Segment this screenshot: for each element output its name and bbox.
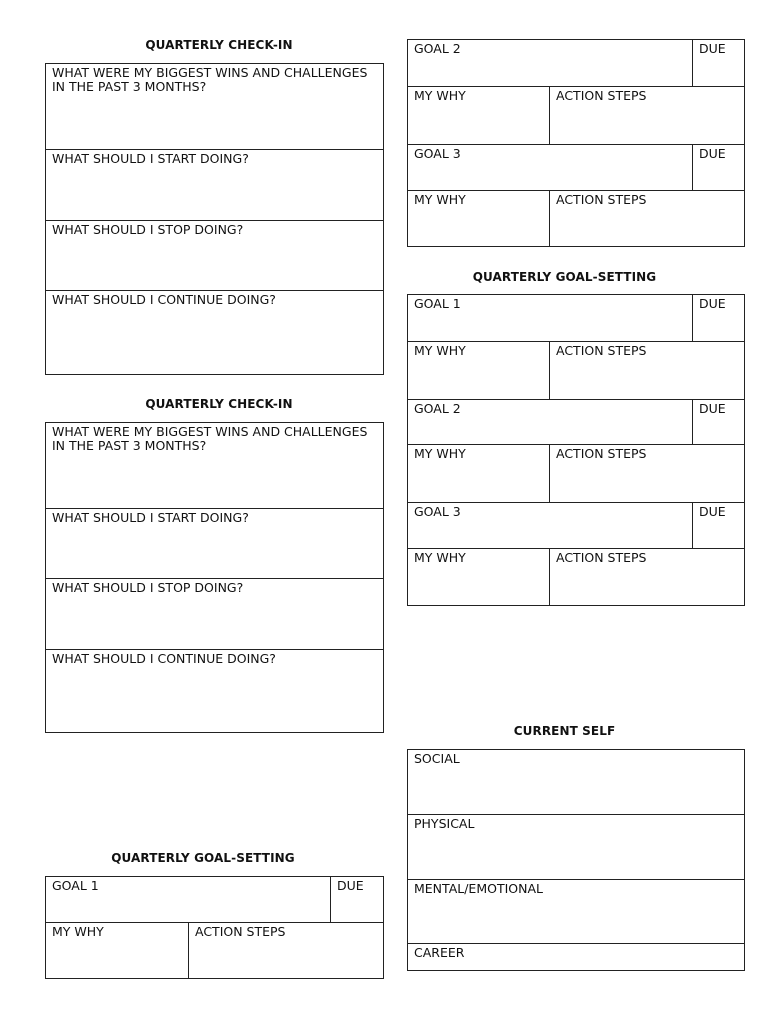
due-field[interactable]	[692, 144, 744, 190]
mental-emotional-field[interactable]	[408, 879, 744, 943]
stop-doing-label: WHAT SHOULD I STOP DOING?	[52, 580, 244, 595]
my-why-label: MY WHY	[414, 550, 466, 565]
checkin-title-2: QUARTERLY CHECK-IN	[145, 397, 293, 411]
due-label: DUE	[699, 504, 726, 519]
action-steps-label: ACTION STEPS	[556, 343, 647, 358]
due-field[interactable]	[692, 40, 744, 86]
action-steps-field[interactable]	[549, 341, 744, 399]
social-label: SOCIAL	[414, 751, 460, 766]
goal-form-left	[45, 876, 384, 979]
my-why-field[interactable]	[408, 190, 549, 246]
physical-label: PHYSICAL	[414, 816, 475, 831]
goal-2-field[interactable]	[408, 40, 692, 86]
due-label: DUE	[699, 296, 726, 311]
goal-3-field[interactable]	[408, 144, 692, 190]
due-field[interactable]	[692, 295, 744, 341]
start-doing-label: WHAT SHOULD I START DOING?	[52, 510, 249, 525]
checkin-form-1	[45, 63, 384, 375]
checkin-form-2	[45, 422, 384, 733]
wins-challenges-label: WHAT WERE MY BIGGEST WINS AND CHALLENGES IN THE PAST 3 MONTHS?	[52, 424, 368, 453]
start-doing-label: WHAT SHOULD I START DOING?	[52, 151, 249, 166]
physical-field[interactable]	[408, 814, 744, 879]
stop-doing-field[interactable]	[46, 220, 383, 290]
due-field[interactable]	[692, 399, 744, 444]
goal-setting-title-left: QUARTERLY GOAL-SETTING	[111, 851, 295, 865]
due-label: DUE	[699, 41, 726, 56]
goal-1-label: GOAL 1	[414, 296, 461, 311]
action-steps-field[interactable]	[188, 922, 383, 978]
my-why-label: MY WHY	[414, 192, 466, 207]
continue-doing-field[interactable]	[46, 649, 383, 732]
goal-2-field[interactable]	[408, 399, 692, 444]
stop-doing-field[interactable]	[46, 578, 383, 649]
my-why-field[interactable]	[46, 922, 188, 978]
stop-doing-label: WHAT SHOULD I STOP DOING?	[52, 222, 244, 237]
goal-3-label: GOAL 3	[414, 504, 461, 519]
goal-form-right	[407, 294, 745, 606]
goal-form-right-top	[407, 39, 745, 247]
goal-2-label: GOAL 2	[414, 401, 461, 416]
social-field[interactable]	[408, 750, 744, 814]
my-why-label: MY WHY	[52, 924, 104, 939]
current-self-form	[407, 749, 745, 971]
due-field[interactable]	[692, 502, 744, 548]
goal-1-label: GOAL 1	[52, 878, 99, 893]
action-steps-field[interactable]	[549, 86, 744, 144]
current-self-title: CURRENT SELF	[513, 724, 616, 738]
goal-1-field[interactable]	[408, 295, 692, 341]
due-label: DUE	[337, 878, 364, 893]
continue-doing-label: WHAT SHOULD I CONTINUE DOING?	[52, 292, 276, 307]
my-why-field[interactable]	[408, 341, 549, 399]
mental-emotional-label: MENTAL/EMOTIONAL	[414, 881, 543, 896]
action-steps-label: ACTION STEPS	[556, 446, 647, 461]
due-field[interactable]	[330, 877, 383, 922]
continue-doing-label: WHAT SHOULD I CONTINUE DOING?	[52, 651, 276, 666]
action-steps-label: ACTION STEPS	[556, 88, 647, 103]
action-steps-field[interactable]	[549, 444, 744, 502]
my-why-field[interactable]	[408, 444, 549, 502]
action-steps-label: ACTION STEPS	[195, 924, 286, 939]
my-why-field[interactable]	[408, 86, 549, 144]
wins-challenges-field[interactable]	[46, 64, 383, 149]
career-field[interactable]	[408, 943, 744, 970]
goal-3-label: GOAL 3	[414, 146, 461, 161]
continue-doing-field[interactable]	[46, 290, 383, 374]
action-steps-field[interactable]	[549, 548, 744, 605]
start-doing-field[interactable]	[46, 508, 383, 578]
start-doing-field[interactable]	[46, 149, 383, 220]
my-why-label: MY WHY	[414, 88, 466, 103]
action-steps-field[interactable]	[549, 190, 744, 246]
action-steps-label: ACTION STEPS	[556, 550, 647, 565]
my-why-label: MY WHY	[414, 343, 466, 358]
goal-3-field[interactable]	[408, 502, 692, 548]
goal-2-label: GOAL 2	[414, 41, 461, 56]
action-steps-label: ACTION STEPS	[556, 192, 647, 207]
goal-setting-title-right: QUARTERLY GOAL-SETTING	[472, 270, 657, 284]
checkin-title-1: QUARTERLY CHECK-IN	[145, 38, 293, 52]
career-label: CAREER	[414, 945, 465, 960]
my-why-field[interactable]	[408, 548, 549, 605]
wins-challenges-label: WHAT WERE MY BIGGEST WINS AND CHALLENGES IN THE PAST 3 MONTHS?	[52, 65, 368, 94]
my-why-label: MY WHY	[414, 446, 466, 461]
due-label: DUE	[699, 146, 726, 161]
due-label: DUE	[699, 401, 726, 416]
wins-challenges-field[interactable]	[46, 423, 383, 508]
goal-1-field[interactable]	[46, 877, 330, 922]
